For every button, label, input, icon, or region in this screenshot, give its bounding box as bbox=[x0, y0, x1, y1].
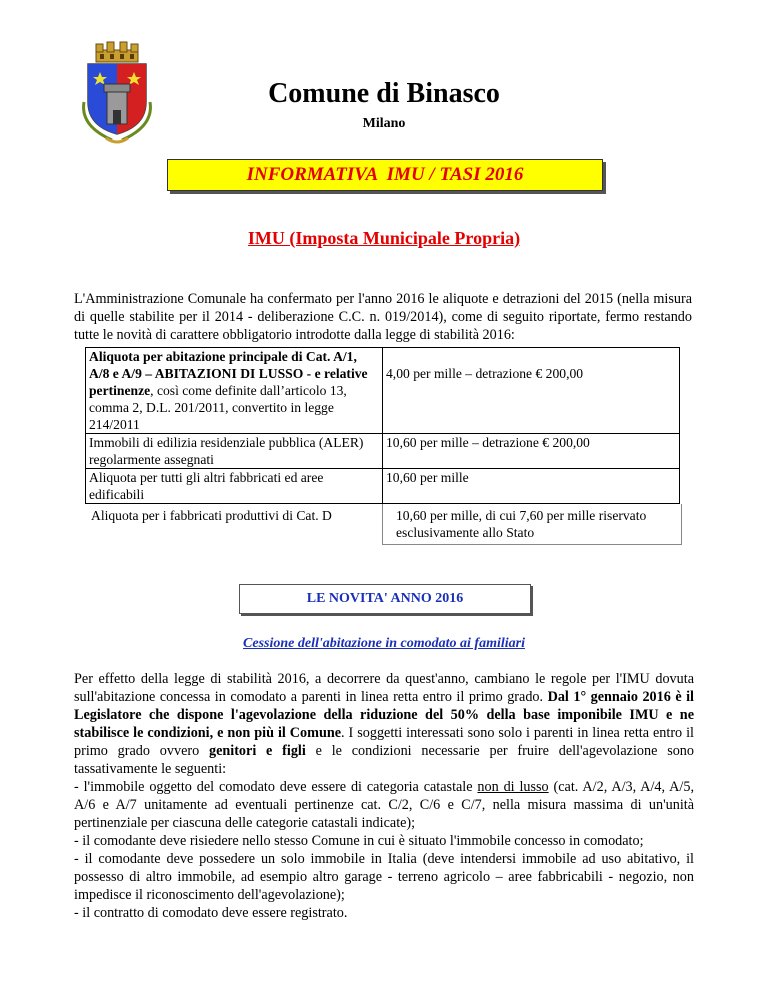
condition-item: - il contratto di comodato deve essere registrato. bbox=[74, 905, 348, 921]
rate-label: Immobili di edilizia residenziale pubblica (ALER) regolarmente assegnati bbox=[85, 434, 382, 469]
rate-row bbox=[85, 434, 680, 469]
banner-title: INFORMATIVA IMU / TASI 2016 bbox=[246, 164, 524, 185]
condition-item bbox=[74, 778, 694, 832]
body-paragraph bbox=[74, 670, 694, 778]
text-span: . I soggetti interessati sono solo i parenti in linea retta entro il primo grado ovvero bbox=[74, 725, 694, 759]
rate-value-text: 4,00 per mille – detrazione € 200,00 bbox=[386, 366, 584, 381]
text-span: - l'immobile oggetto del comodato deve essere di categoria catastale bbox=[74, 779, 478, 795]
bold-span: Dal 1° gennaio 2016 è il Legislatore che dispone l'agevolazione della riduzione del 50% della base imponibile IMU e ne stabilisce le condizioni, e non più il Comune bbox=[74, 689, 695, 741]
text-span: (cat. A/2, A/3, A/4, A/5, A/6 e A/7 unitamente ad eventuali pertinenze cat. C/2, C/6 e C/7, nella misura massima di un'unità pertinenziale per ciascuna delle categorie catastali indicate); bbox=[74, 779, 694, 831]
imu-section-title: IMU (Imposta Municipale Propria) bbox=[247, 228, 521, 248]
text-span: Per effetto della legge di stabilità 2016, a decorrere da quest'anno, cambiano le regole per l'IMU dovuta sull'abitazione concessa in comodato a parenti in linea retta entro il primo grado. bbox=[74, 671, 694, 705]
condition-item: - il comodante deve risiedere nello stesso Comune in cui è situato l'immobile concesso in comodato; bbox=[74, 833, 644, 849]
text-span: e le condizioni necessarie per fruire dell'agevolazione sono tassativamente le seguenti: bbox=[74, 743, 694, 777]
rate-label-bold: Aliquota per abitazione principale di Cat. A/1, A/8 e A/9 – ABITAZIONI DI LUSSO - e relative pertinenze bbox=[89, 349, 368, 398]
cessione-title: Cessione dell'abitazione in comodato ai familiari bbox=[243, 636, 525, 651]
underlined-span: non di lusso bbox=[477, 779, 549, 795]
intro-paragraph: L'Amministrazione Comunale ha confermato per l'anno 2016 le aliquote e detrazioni del 2015 (nella misura di quelle stabilite per il 2014 - deliberazione C.C. n. 019/2014), come di seguito riportate, fermo restando tutte le novità di carattere obbligatorio introdotte dalla legge di stabilità 2016: bbox=[74, 291, 692, 343]
news-box: LE NOVITA' ANNO 2016 bbox=[239, 584, 531, 614]
page-title: Comune di Binasco bbox=[268, 78, 500, 109]
rate-row bbox=[85, 469, 680, 504]
condition-item: - il comodante deve possedere un solo immobile in Italia (deve intendersi immobile ad uso abitativo, il possesso di altro immobile, ad esempio altro garage - terreno agricolo – aree fabbricabili - negozio, non impedisce il riconoscimento dell'agevolazione); bbox=[74, 851, 694, 903]
province-subtitle: Milano bbox=[362, 116, 406, 131]
rate-label bbox=[85, 347, 382, 434]
rate-value: 10,60 per mille bbox=[382, 469, 680, 504]
rate-row bbox=[85, 504, 680, 545]
rates-table bbox=[85, 347, 680, 545]
rate-value: 10,60 per mille, di cui 7,60 per mille riservato esclusivamente allo Stato bbox=[382, 504, 682, 545]
rate-label: Aliquota per tutti gli altri fabbricati ed aree edificabili bbox=[85, 469, 382, 504]
info-banner bbox=[167, 159, 603, 191]
bold-span: genitori e figli bbox=[208, 743, 306, 759]
rate-value: 10,60 per mille – detrazione € 200,00 bbox=[382, 434, 680, 469]
rate-label-rest: , così come definite dall’articolo 13, comma 2, D.L. 201/2011, convertito in legge 214/2011 bbox=[89, 383, 347, 432]
rate-value bbox=[382, 347, 680, 434]
rate-label: Aliquota per i fabbricati produttivi di Cat. D bbox=[91, 508, 332, 523]
body-text bbox=[74, 670, 694, 922]
rate-row bbox=[85, 347, 680, 434]
